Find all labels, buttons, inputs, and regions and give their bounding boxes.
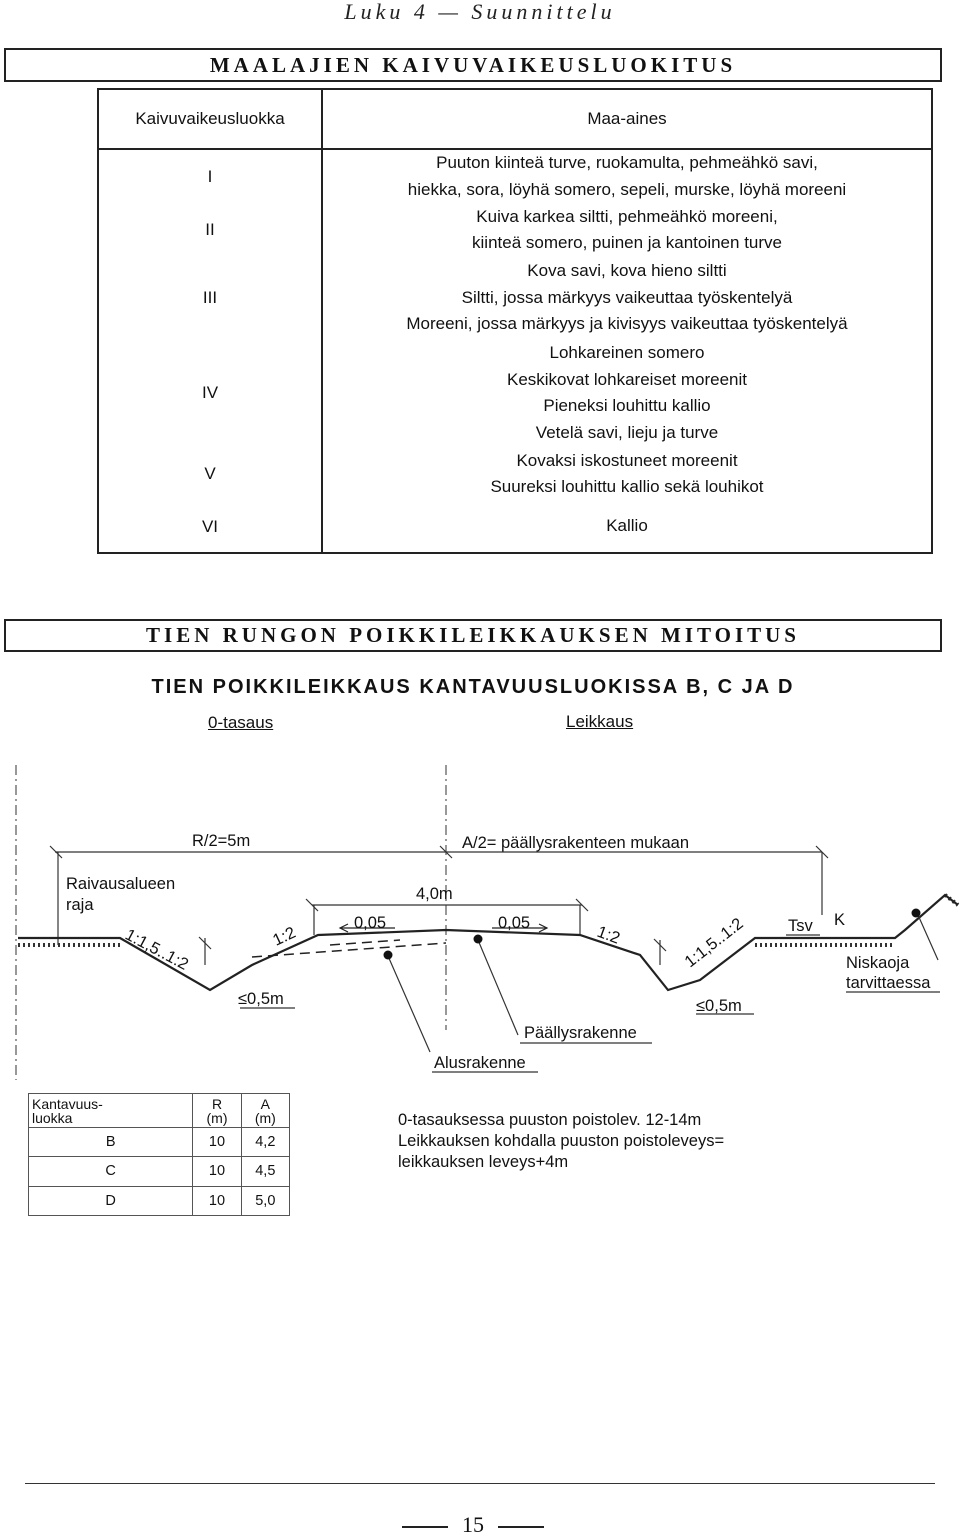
label-slope-left-outer: 1:1,5..1:2 [122,925,192,974]
chapter-header: Luku 4 — Suunnittelu [344,0,616,24]
label-a-half: A/2= päällysrakenteen mukaan [462,834,690,852]
label-crossfall-right: 0,05 [498,914,531,932]
material-cell [322,501,932,553]
soil-class-table [97,88,933,554]
class-cell: IV [98,339,322,447]
label-berm-ditch-2: tarvittaessa [846,974,931,992]
label-k: K [834,911,846,929]
section-title-road-cross-section: TIEN RUNGON POIKKILEIKKAUKSEN MITOITUS [4,619,942,652]
leader-alusrakenne [388,956,430,1052]
header-line: luokka [32,1109,73,1126]
table-row [98,257,932,339]
caption-zero-grading: 0-tasaus [208,713,274,732]
cell-a: 4,2 [241,1128,289,1157]
diagram-subtitle: TIEN POIKKILEIKKAUS KANTAVUUSLUOKISSA B, C JA D [151,676,795,698]
leader-niskaoja [918,915,938,960]
material-line: Keskikovat lohkareiset moreenit [506,369,747,389]
header-line: R [211,1095,223,1112]
material-cell [322,339,932,447]
material-line: hiekka, sora, löyhä somero, sepeli, murske, löyhä moreeni [407,179,847,199]
material-line: Moreeni, jossa märkyys ja kivisyys vaikeuttaa työskentelyä [406,314,848,334]
dash-right [498,1526,544,1528]
label-tsv: Tsv [788,917,813,935]
column-header-class: Kaivuvaikeusluokka [98,89,322,149]
header-line: A [260,1095,270,1112]
table-row [98,149,932,203]
label-crossfall-left: 0,05 [354,914,387,932]
clearing-notes [398,1110,724,1173]
header-bearing-class [29,1094,193,1128]
label-surface-layer: Päällysrakenne [524,1024,637,1042]
caption-cutting: Leikkaus [566,712,634,731]
material-cell [322,447,932,501]
marker-dot-surface [474,935,483,944]
label-slope-right-outer: 1:1,5..1:2 [681,914,747,972]
material-line: Kallio [606,516,648,536]
table-row [98,203,932,257]
label-slope-left-inner: 1:2 [270,923,299,950]
material-line: Pieneksi louhittu kallio [543,396,711,415]
column-header-material: Maa-aines [322,89,932,149]
label-base-layer: Alusrakenne [434,1054,526,1072]
cell-class: C [29,1157,193,1186]
page-number-text: 15 [462,1512,484,1537]
cell-r: 10 [193,1186,241,1215]
cell-class: B [29,1128,193,1157]
table-row [98,339,932,447]
note-line: 0-tasauksessa puuston poistolev. 12-14m [398,1111,702,1129]
cell-r: 10 [193,1128,241,1157]
table-row [98,501,932,553]
material-line: Kuiva karkea siltti, pehmeähkö moreeni, [476,206,778,226]
marker-dot-base [384,951,393,960]
class-cell: V [98,447,322,501]
bearing-class-table [28,1093,290,1216]
material-line: Suureksi louhittu kallio sekä louhikot [490,477,764,496]
page-number [0,1512,946,1538]
table-row [29,1128,290,1157]
material-line: Siltti, jossa märkyys vaikeuttaa työskentelyä [461,287,793,307]
cell-class: D [29,1186,193,1215]
marker-dot-ditch [912,909,921,918]
material-line: Vetelä savi, lieju ja turve [535,422,719,442]
table-header-row [29,1094,290,1128]
header-line: Kantavuus- [32,1095,103,1112]
header-line: (m) [254,1109,276,1126]
table-row [98,447,932,501]
label-width: 4,0m [416,885,453,903]
material-line: Puuton kiinteä turve, ruokamulta, pehmeähkö savi, [436,153,818,172]
material-line: kiinteä somero, puinen ja kantoinen turve [472,233,782,252]
class-cell: III [98,257,322,339]
cell-a: 5,0 [241,1186,289,1215]
label-berm-ditch: Niskaoja [846,954,910,972]
cell-a: 4,5 [241,1157,289,1186]
section-title-soil-classes: MAALAJIEN KAIVUVAIKEUSLUOKITUS [4,48,942,82]
table-row [29,1186,290,1215]
note-line: Leikkauksen kohdalla puuston poistoleveys= [398,1132,725,1150]
material-line: Kovaksi iskostuneet moreenit [516,450,738,470]
label-ditch-right-depth: ≤0,5m [696,997,742,1015]
header-line: (m) [206,1109,228,1126]
material-line: Kova savi, kova hieno siltti [527,261,727,281]
note-line: leikkauksen leveys+4m [398,1153,569,1171]
road-cross-section-diagram [0,740,960,1090]
footer-rule [25,1483,935,1484]
class-cell: II [98,203,322,257]
material-cell [322,203,932,257]
label-ditch-left-depth: ≤0,5m [238,990,284,1008]
cell-r: 10 [193,1157,241,1186]
header-r [193,1094,241,1128]
material-line: Lohkareinen somero [549,343,705,362]
leader-paallysrakenne [478,940,518,1035]
dash-left [402,1526,448,1528]
material-cell [322,149,932,203]
table-row [29,1157,290,1186]
class-cell: I [98,149,322,203]
header-a [241,1094,289,1128]
material-cell [322,257,932,339]
label-clearing-limit: Raivausalueen [66,875,176,893]
class-cell: VI [98,501,322,553]
label-slope-right-inner: 1:2 [594,922,623,948]
label-clearing-limit-2: raja [66,896,94,914]
label-r-half: R/2=5m [192,832,251,850]
